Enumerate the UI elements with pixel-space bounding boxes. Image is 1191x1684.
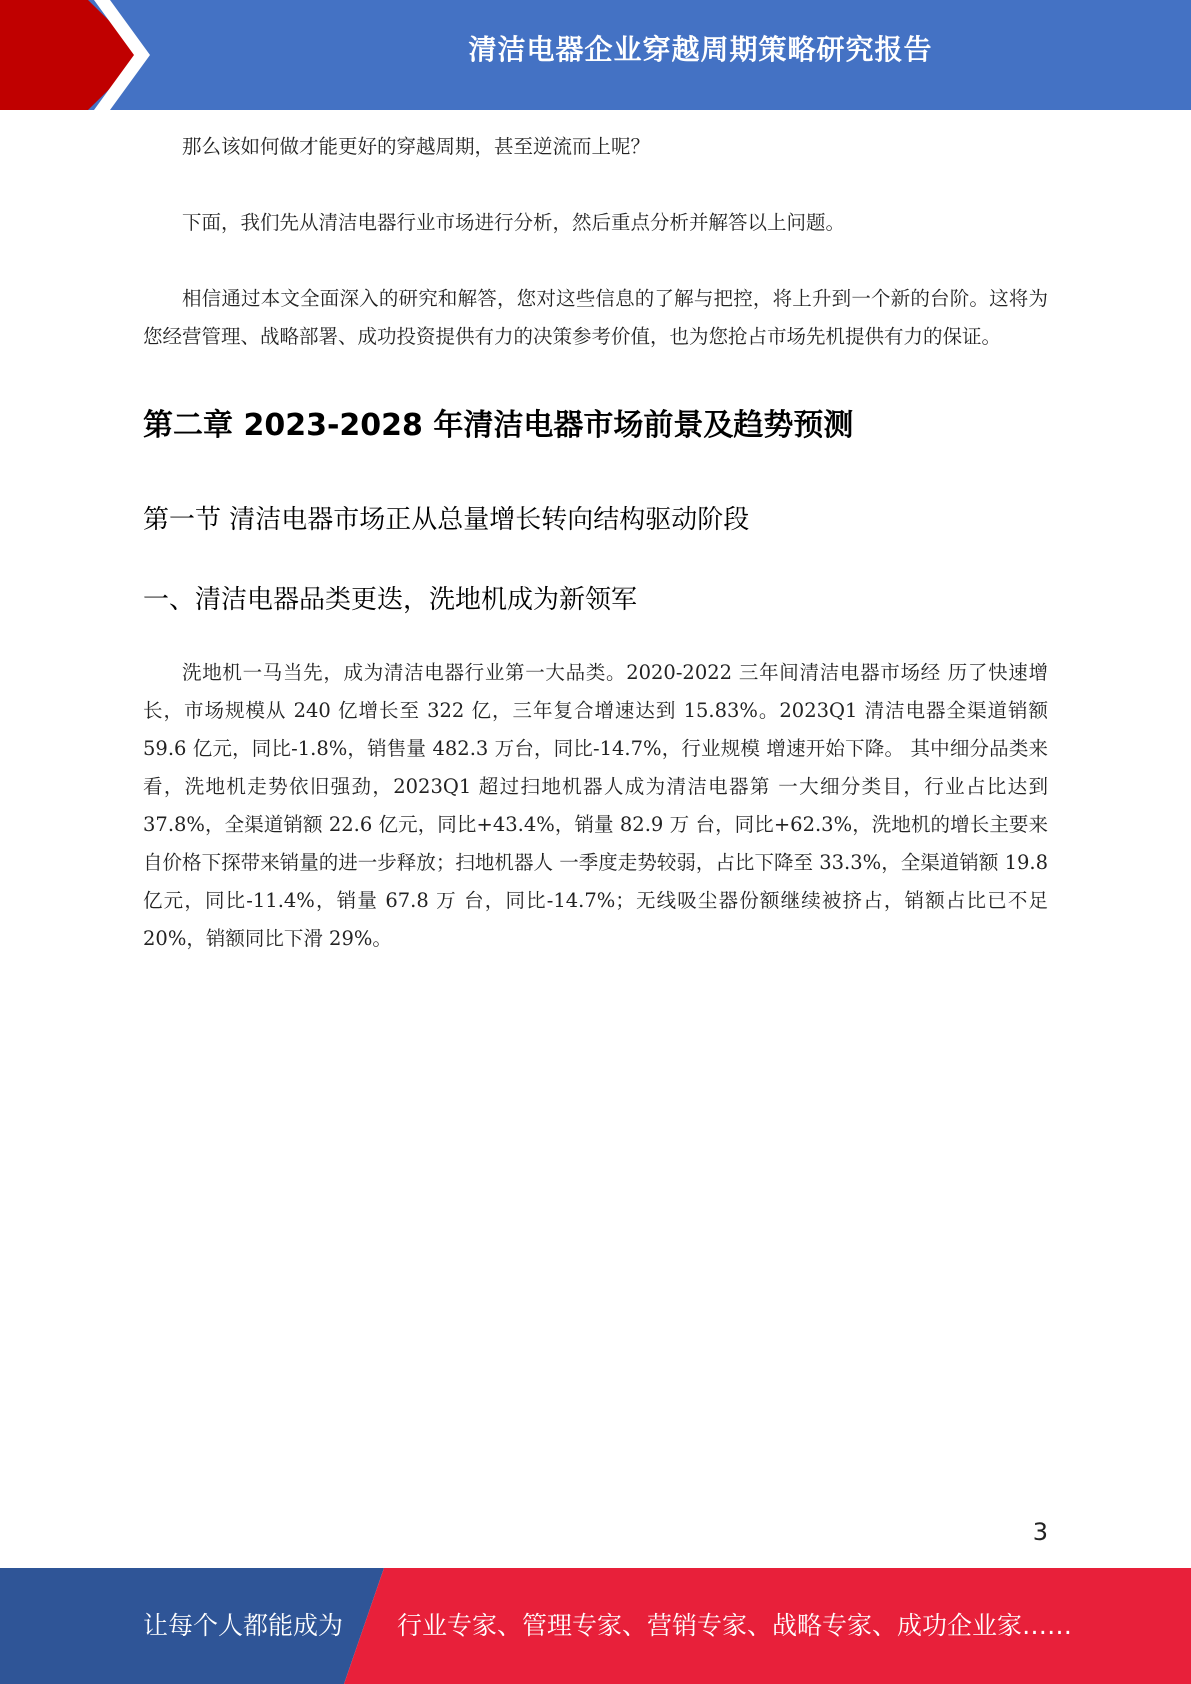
body-paragraph: 洗地机一马当先，成为清洁电器行业第一大品类。2020-2022 三年间清洁电器市场经 历了快速增长，市场规模从 240 亿增长至 322 亿，三年复合增速达到 15.83%。2023Q1 清洁电器全渠道销额 59.6 亿元，同比-1.8%，销售量 482.3 万台，同比-14.7%，行业规模 增速开始下降。 其中细分品类来看，洗地机走势依旧强劲，2023Q1 超过扫地机器人成为清洁电器第 一大细分类目，行业占比达到 37.8%，全渠道销额 22.6 亿元，同比+43.4%，销量 82.9 万 台，同比+62.3%，洗地机的增长主要来自价格下探带来销量的进一步释放；扫地机器人 一季度走势较弱，占比下降至 33.3%，全渠道销额 19.8 亿元，同比-11.4%，销量 67.8 万 台，同比-14.7%；无线吸尘器份额继续被挤占，销额占比已不足 20%，销额同比下滑 29%。 <box>143 661 1048 950</box>
main-content <box>143 128 1048 958</box>
footer-slogan-right: 行业专家、管理专家、营销专家、战略专家、成功企业家…… <box>397 1611 1073 1640</box>
page-header <box>0 0 1191 110</box>
intro-paragraph-2: 下面，我们先从清洁电器行业市场进行分析，然后重点分析并解答以上问题。 <box>182 211 846 234</box>
intro-paragraph-3: 相信通过本文全面深入的研究和解答，您对这些信息的了解与把控，将上升到一个新的台阶。这将为您经营管理、战略部署、成功投资提供有力的决策参考价值，也为您抢占市场先机提供有力的保证。 <box>143 287 1048 348</box>
chapter-title: 第二章 2023-2028 年清洁电器市场前景及趋势预测 <box>143 408 854 443</box>
intro-paragraph-1: 那么该如何做才能更好的穿越周期，甚至逆流而上呢？ <box>182 135 651 158</box>
subsection-title: 一、清洁电器品类更迭，洗地机成为新领军 <box>143 585 638 615</box>
page-number: 3 <box>1032 1518 1048 1546</box>
report-title: 清洁电器企业穿越周期策略研究报告 <box>468 33 933 66</box>
footer-slogan-left: 让每个人都能成为 <box>143 1611 344 1640</box>
page-footer <box>0 1568 1191 1684</box>
section-title: 第一节 清洁电器市场正从总量增长转向结构驱动阶段 <box>143 505 750 535</box>
